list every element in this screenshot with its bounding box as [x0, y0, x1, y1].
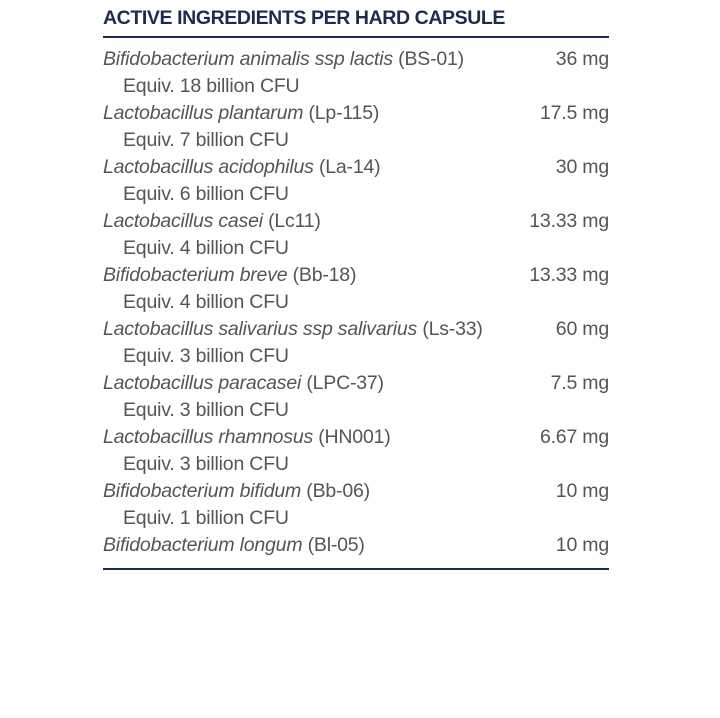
- ingredient-strain: (La-14): [318, 156, 381, 178]
- ingredient-name: Lactobacillus plantarum: [103, 102, 304, 124]
- ingredient-amount: 10 mg: [555, 534, 609, 556]
- ingredient-amount: 13.33 mg: [529, 264, 609, 286]
- ingredient-row: [103, 208, 609, 235]
- ingredient-name-cell: [103, 424, 391, 451]
- ingredient-row: [103, 46, 609, 73]
- ingredient-equiv: Equiv. 18 billion CFU: [123, 75, 300, 97]
- ingredient-strain: (LPC-37): [306, 372, 384, 394]
- ingredient-strain: (Ls-33): [422, 318, 483, 340]
- ingredient-row: [103, 478, 609, 505]
- ingredient-row: [103, 370, 609, 397]
- ingredient-row: [103, 316, 609, 343]
- ingredient-strain: (Bb-06): [306, 480, 370, 502]
- ingredient-amount: 7.5 mg: [550, 372, 609, 394]
- ingredient-name-cell: [103, 46, 464, 73]
- ingredient-equiv: Equiv. 6 billion CFU: [123, 183, 289, 205]
- ingredient-name: Bifidobacterium longum: [103, 534, 303, 556]
- ingredient-name: Lactobacillus rhamnosus: [103, 426, 314, 448]
- ingredient-name: Lactobacillus paracasei: [103, 372, 302, 394]
- panel-title: ACTIVE INGREDIENTS PER HARD CAPSULE: [103, 0, 609, 38]
- ingredient-strain: (BS-01): [398, 48, 464, 70]
- ingredient-amount: 36 mg: [555, 48, 609, 70]
- ingredient-name: Lactobacillus casei: [103, 210, 263, 232]
- ingredient-name-cell: [103, 478, 370, 505]
- ingredient-name-cell: [103, 154, 380, 181]
- ingredient-amount: 17.5 mg: [539, 102, 609, 124]
- ingredient-equiv: Equiv. 4 billion CFU: [123, 237, 289, 259]
- ingredient-row: [103, 100, 609, 127]
- ingredient-row: [103, 532, 609, 559]
- ingredient-equiv: Equiv. 1 billion CFU: [123, 507, 289, 529]
- ingredient-strain: (Lp-115): [308, 102, 380, 124]
- ingredient-amount: 60 mg: [555, 318, 609, 340]
- ingredient-equiv: Equiv. 3 billion CFU: [123, 453, 289, 475]
- ingredients-panel: [103, 0, 609, 570]
- ingredient-name-cell: [103, 370, 384, 397]
- ingredient-row: [103, 154, 609, 181]
- ingredient-amount: 13.33 mg: [529, 210, 609, 232]
- ingredient-equiv: Equiv. 3 billion CFU: [123, 345, 289, 367]
- bottom-divider: [103, 568, 609, 570]
- ingredient-equiv: Equiv. 7 billion CFU: [123, 129, 289, 151]
- ingredient-row: [103, 262, 609, 289]
- ingredient-name-cell: [103, 208, 321, 235]
- ingredient-name: Lactobacillus acidophilus: [103, 156, 314, 178]
- ingredient-name-cell: [103, 316, 483, 343]
- ingredient-name-cell: [103, 262, 356, 289]
- ingredient-strain: (Bl-05): [307, 534, 365, 556]
- ingredient-row: [103, 424, 609, 451]
- ingredient-equiv: Equiv. 4 billion CFU: [123, 291, 289, 313]
- ingredient-name: Bifidobacterium bifidum: [103, 480, 302, 502]
- ingredient-strain: (Bb-18): [292, 264, 357, 286]
- ingredient-strain: (Lc11): [268, 210, 321, 232]
- ingredient-name: Bifidobacterium animalis ssp lactis: [103, 48, 393, 70]
- ingredient-amount: 30 mg: [555, 156, 609, 178]
- ingredient-name-cell: [103, 100, 379, 127]
- ingredient-amount: 10 mg: [555, 480, 609, 502]
- ingredient-name-cell: [103, 532, 365, 559]
- ingredient-name: Lactobacillus salivarius ssp salivarius: [103, 318, 418, 340]
- ingredient-strain: (HN001): [318, 426, 391, 448]
- ingredient-name: Bifidobacterium breve: [103, 264, 288, 286]
- ingredient-amount: 6.67 mg: [539, 426, 609, 448]
- ingredient-equiv: Equiv. 3 billion CFU: [123, 399, 289, 421]
- ingredient-list: [103, 38, 609, 559]
